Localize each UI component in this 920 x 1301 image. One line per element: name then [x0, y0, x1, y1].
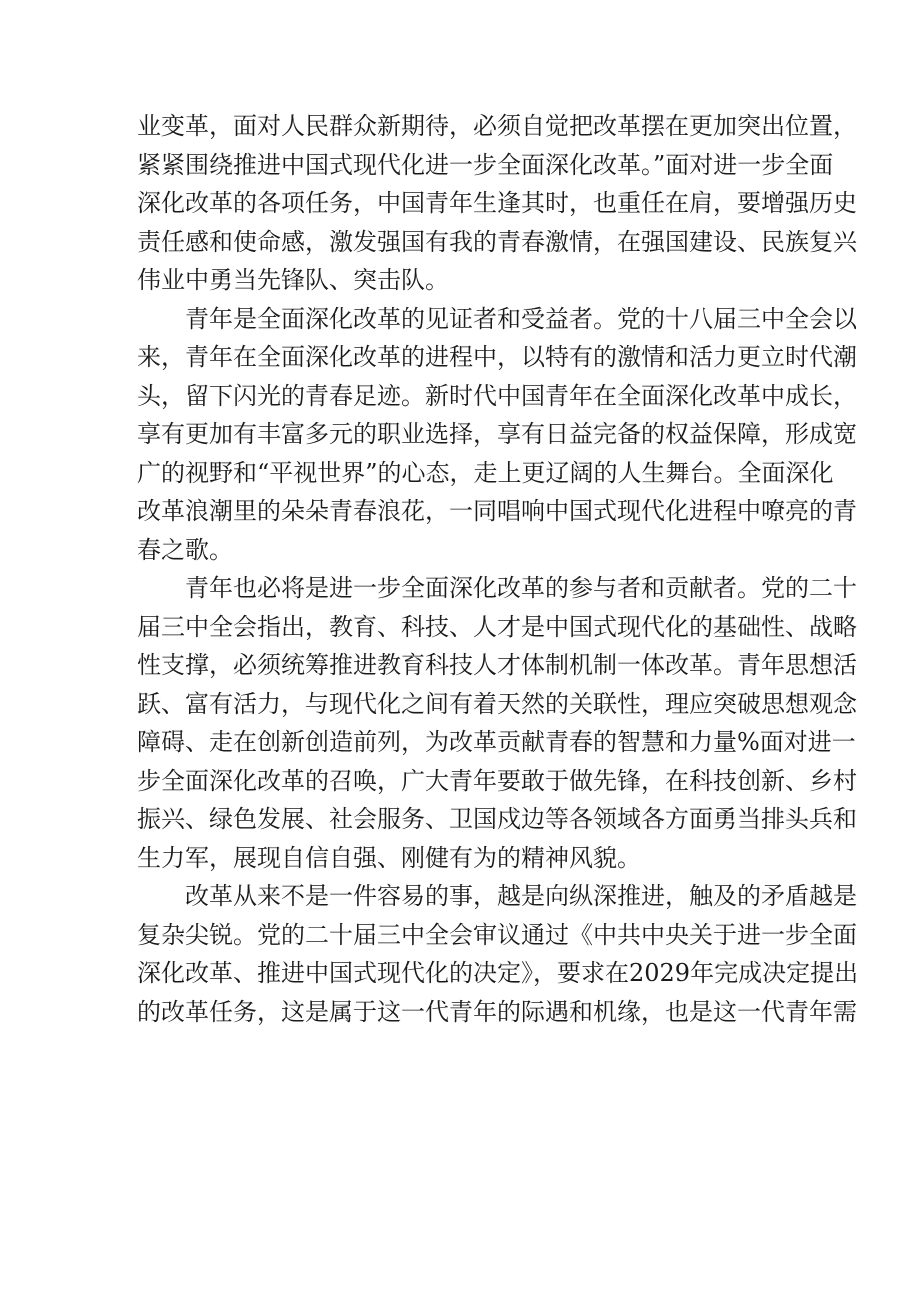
- text-line: 享有更加有丰富多元的职业选择，享有日益完备的权益保障，形成宽: [137, 420, 857, 448]
- text-line: 深化改革、推进中国式现代化的决定》，要求在2029年完成决定提出: [137, 959, 859, 987]
- text-line: 生力军，展现自信自强、刚健有为的精神风貌。: [137, 843, 641, 872]
- text-line: 春之歌。: [137, 535, 233, 564]
- text-line: 头，留下闪光的青春足迹。新时代中国青年在全面深化改革中成长，: [137, 381, 857, 410]
- text-line: 青年是全面深化改革的见证者和受益者。党的十八届三中全会以: [185, 304, 857, 333]
- text-line: 青年也必将是进一步全面深化改革的参与者和贡献者。党的二十: [185, 574, 857, 602]
- text-line: 来，青年在全面深化改革的进程中，以特有的激情和活力更立时代潮: [137, 343, 857, 371]
- text-line: 深化改革的各项任务，中国青年生逢其时，也重任在肩，要增强历史: [137, 189, 857, 217]
- text-line: 复杂尖锐。党的二十届三中全会审议通过《中共中央关于进一步全面: [137, 920, 857, 949]
- text-line: 性支撑，必须统筹推进教育科技人才体制机制一体改革。青年思想活: [137, 651, 857, 679]
- paragraph-2: [137, 300, 857, 570]
- text-line: 改革浪潮里的朵朵青春浪花，一同唱响中国式现代化进程中嘹亮的青: [137, 497, 857, 525]
- text-line: 改革从来不是一件容易的事，越是向纵深推进，触及的矛盾越是: [185, 882, 857, 910]
- text-line: 步全面深化改革的召唤，广大青年要敢于做先锋，在科技创新、乡村: [137, 766, 857, 795]
- text-line: 届三中全会指出，教育、科技、人才是中国式现代化的基础性、战略: [137, 612, 857, 641]
- text-line: 振兴、绿色发展、社会服务、卫国戍边等各领域各方面勇当排头兵和: [137, 805, 857, 833]
- text-line: 广的视野和“平视世界”的心态，走上更辽阔的人生舞台。全面深化: [137, 458, 834, 487]
- text-line: 责任感和使命感，激发强国有我的青春激情，在强国建设、民族复兴: [137, 227, 857, 256]
- text-line: 跃、富有活力，与现代化之间有着天然的关联性，理应突破思想观念: [137, 689, 857, 718]
- paragraph-1: [137, 107, 857, 300]
- text-line: 障碍、走在创新创造前列，为改革贡献青春的智慧和力量%面对进一: [137, 728, 856, 756]
- text-line: 紧紧围绕推进中国式现代化进一步全面深化改革。”面对进一步全面: [137, 150, 834, 179]
- paragraph-3: [137, 569, 857, 877]
- text-line: 的改革任务，这是属于这一代青年的际遇和机缘，也是这一代青年需: [137, 997, 857, 1026]
- text-line: 业变革，面对人民群众新期待，必须自觉把改革摆在更加突出位置，: [137, 112, 857, 140]
- text-line: 伟业中勇当先锋队、突击队。: [137, 266, 449, 294]
- article-body: [137, 107, 859, 1031]
- paragraph-4: [137, 877, 859, 1031]
